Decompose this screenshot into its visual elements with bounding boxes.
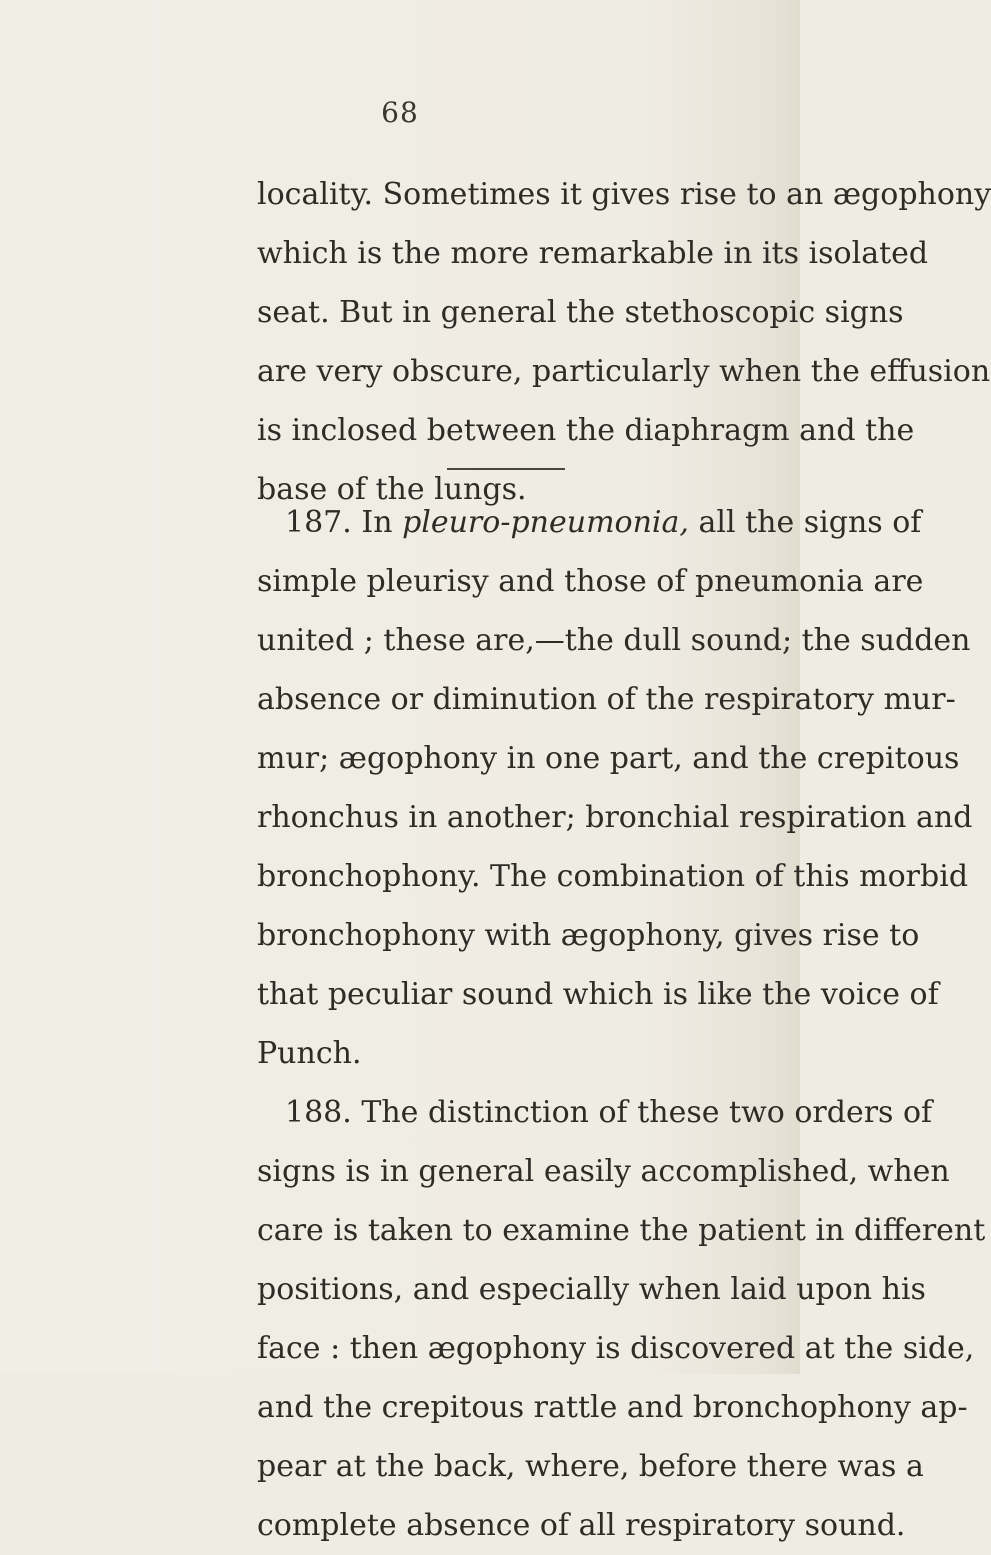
text-line: signs is in general easily accomplished, when (257, 1154, 950, 1189)
text-line: complete absence of all respiratory sound. (257, 1508, 906, 1543)
text-line: seat. But in general the stethoscopic signs (257, 295, 904, 330)
section-divider (447, 468, 565, 470)
text-line: care is taken to examine the patient in different (257, 1213, 986, 1248)
text-line: pear at the back, where, before there was a (257, 1449, 924, 1484)
section-first-line-rest: all the signs of (698, 505, 922, 540)
text-line: united ; these are,—the dull sound; the sudden (257, 623, 971, 658)
text-line: which is the more remarkable in its isolated (257, 236, 929, 271)
section-187-first-line (257, 493, 922, 552)
section-intro: In (361, 505, 393, 540)
paragraph-187-188 (257, 493, 986, 1555)
text-line: base of the lungs. (257, 472, 527, 507)
italic-term: pleuro-pneumonia, (402, 505, 689, 540)
text-line: mur; ægophony in one part, and the crepitous (257, 741, 960, 776)
text-line: bronchophony with ægophony, gives rise to (257, 918, 920, 953)
text-line: bronchophony. The combination of this morbid (257, 859, 969, 894)
section-188-first-line: 188. The distinction of these two orders of (285, 1095, 933, 1130)
paragraph-continued (257, 165, 991, 519)
page-number: 68 (381, 96, 419, 129)
text-line: is inclosed between the diaphragm and the (257, 413, 915, 448)
text-line: and the crepitous rattle and bronchophony ap- (257, 1390, 968, 1425)
text-line: absence or diminution of the respiratory mur- (257, 682, 956, 717)
text-line: simple pleurisy and those of pneumonia are (257, 564, 924, 599)
text-line: face : then ægophony is discovered at the side, (257, 1331, 975, 1366)
text-line: locality. Sometimes it gives rise to an ægophony (257, 177, 991, 212)
text-line: that peculiar sound which is like the voice of (257, 977, 939, 1012)
text-line: positions, and especially when laid upon his (257, 1272, 926, 1307)
text-line: rhonchus in another; bronchial respiration and (257, 800, 973, 835)
text-line: Punch. (257, 1036, 362, 1071)
section-number: 187. (285, 505, 352, 540)
text-line: are very obscure, particularly when the effusion (257, 354, 991, 389)
